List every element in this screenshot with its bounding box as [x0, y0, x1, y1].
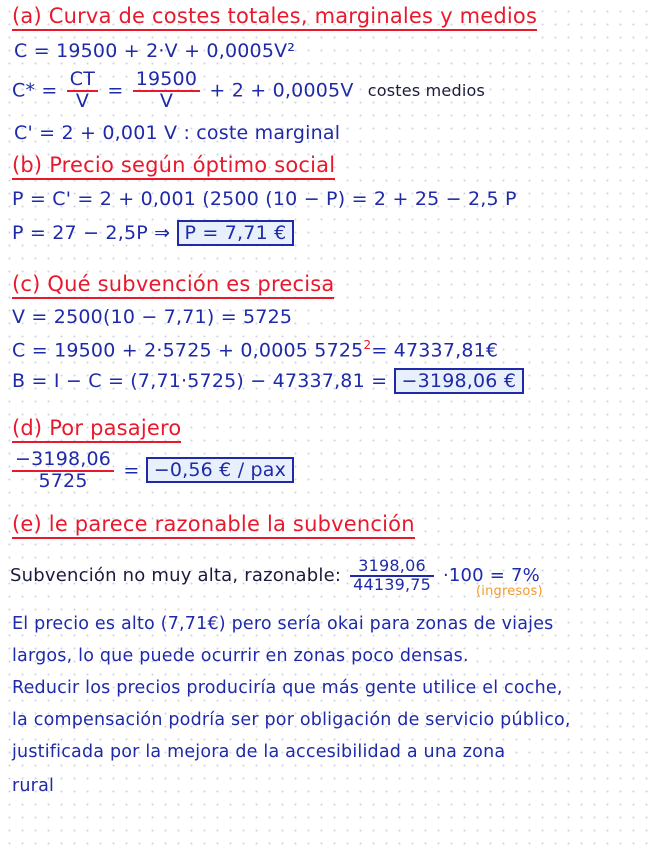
marginal-cost-equation: C' = 2 + 0,001 V : coste marginal — [14, 122, 341, 144]
fraction-numerator: 3198,06 — [350, 558, 434, 577]
equals-sign: = — [123, 459, 140, 482]
subsidy-ratio-line — [10, 558, 540, 594]
heading-d — [12, 416, 181, 440]
heading-c — [12, 272, 334, 296]
heading-c-text: (c) Qué subvención es precisa — [12, 272, 334, 299]
fraction-denominator: V — [75, 89, 90, 112]
fixed-over-v-fraction — [133, 70, 200, 112]
fraction-numerator: 19500 — [133, 70, 200, 92]
heading-a — [12, 4, 537, 28]
paragraph-line-1: El precio es alto (7,71€) pero sería okai para zonas de viajes — [12, 614, 554, 634]
fraction-denominator: 5725 — [38, 469, 88, 492]
superscript-two: 2 — [363, 338, 372, 352]
heading-b — [12, 153, 335, 177]
subsidy-percentage: ·100 = 7% — [442, 564, 540, 586]
price-equation-2 — [12, 222, 294, 244]
profit-equation-text: B = I − C = (7,71·5725) − 47337,81 = — [12, 370, 388, 392]
per-passenger-calculation — [12, 450, 294, 492]
fraction-numerator: −3198,06 — [12, 450, 114, 472]
price-result-box: P = 7,71 € — [177, 220, 295, 246]
profit-equation — [12, 370, 524, 392]
per-passenger-result-box: −0,56 € / pax — [146, 457, 294, 483]
cost-calculation — [12, 338, 498, 361]
fraction-denominator: V — [159, 89, 174, 112]
price-equation-2-text: P = 27 − 2,5P ⇒ — [12, 222, 171, 244]
subsidy-ratio-intro: Subvención no muy alta, razonable: — [10, 564, 342, 586]
paragraph-line-5: justificada por la mejora de la accesibilidad a una zona — [12, 742, 506, 762]
paragraph-line-4: la compensación podría ser por obligación de servicio público, — [12, 710, 571, 730]
fraction-denominator: 44139,75 — [353, 574, 432, 594]
paragraph-line-2: largos, lo que puede ocurrir en zonas poco densas. — [12, 646, 469, 666]
subsidy-result-box: −3198,06 € — [394, 368, 525, 394]
average-cost-equation — [12, 70, 485, 112]
heading-e — [12, 512, 415, 536]
cost-calculation-text: C = 19500 + 2·5725 + 0,0005 5725 — [12, 339, 364, 362]
average-cost-lhs: C* = — [12, 79, 58, 102]
paragraph-line-6: rural — [12, 776, 55, 796]
subsidy-per-pax-fraction — [12, 450, 114, 492]
average-cost-rest: + 2 + 0,0005V — [209, 79, 354, 102]
paragraph-line-3: Reducir los precios produciría que más gente utilice el coche, — [12, 678, 563, 698]
total-cost-equation: C = 19500 + 2·V + 0,0005V² — [14, 40, 296, 62]
heading-d-text: (d) Por pasajero — [12, 416, 181, 443]
heading-e-text: (e) le parece razonable la subvención — [12, 512, 415, 539]
price-equation-1: P = C' = 2 + 0,001 (2500 (10 − P) = 2 + 25 − 2,5 P — [12, 188, 517, 210]
income-note: (ingresos) — [476, 584, 543, 599]
heading-b-text: (b) Precio según óptimo social — [12, 153, 335, 180]
cost-calculation-result: = 47337,81€ — [371, 339, 499, 362]
fraction-numerator: CT — [67, 70, 98, 92]
equals-sign: = — [107, 79, 124, 102]
volume-equation: V = 2500(10 − 7,71) = 5725 — [12, 306, 293, 328]
heading-a-text: (a) Curva de costes totales, marginales y medios — [12, 4, 537, 31]
subsidy-ratio-fraction — [350, 558, 434, 594]
ct-over-v-fraction — [67, 70, 98, 112]
average-cost-label: costes medios — [367, 81, 485, 101]
